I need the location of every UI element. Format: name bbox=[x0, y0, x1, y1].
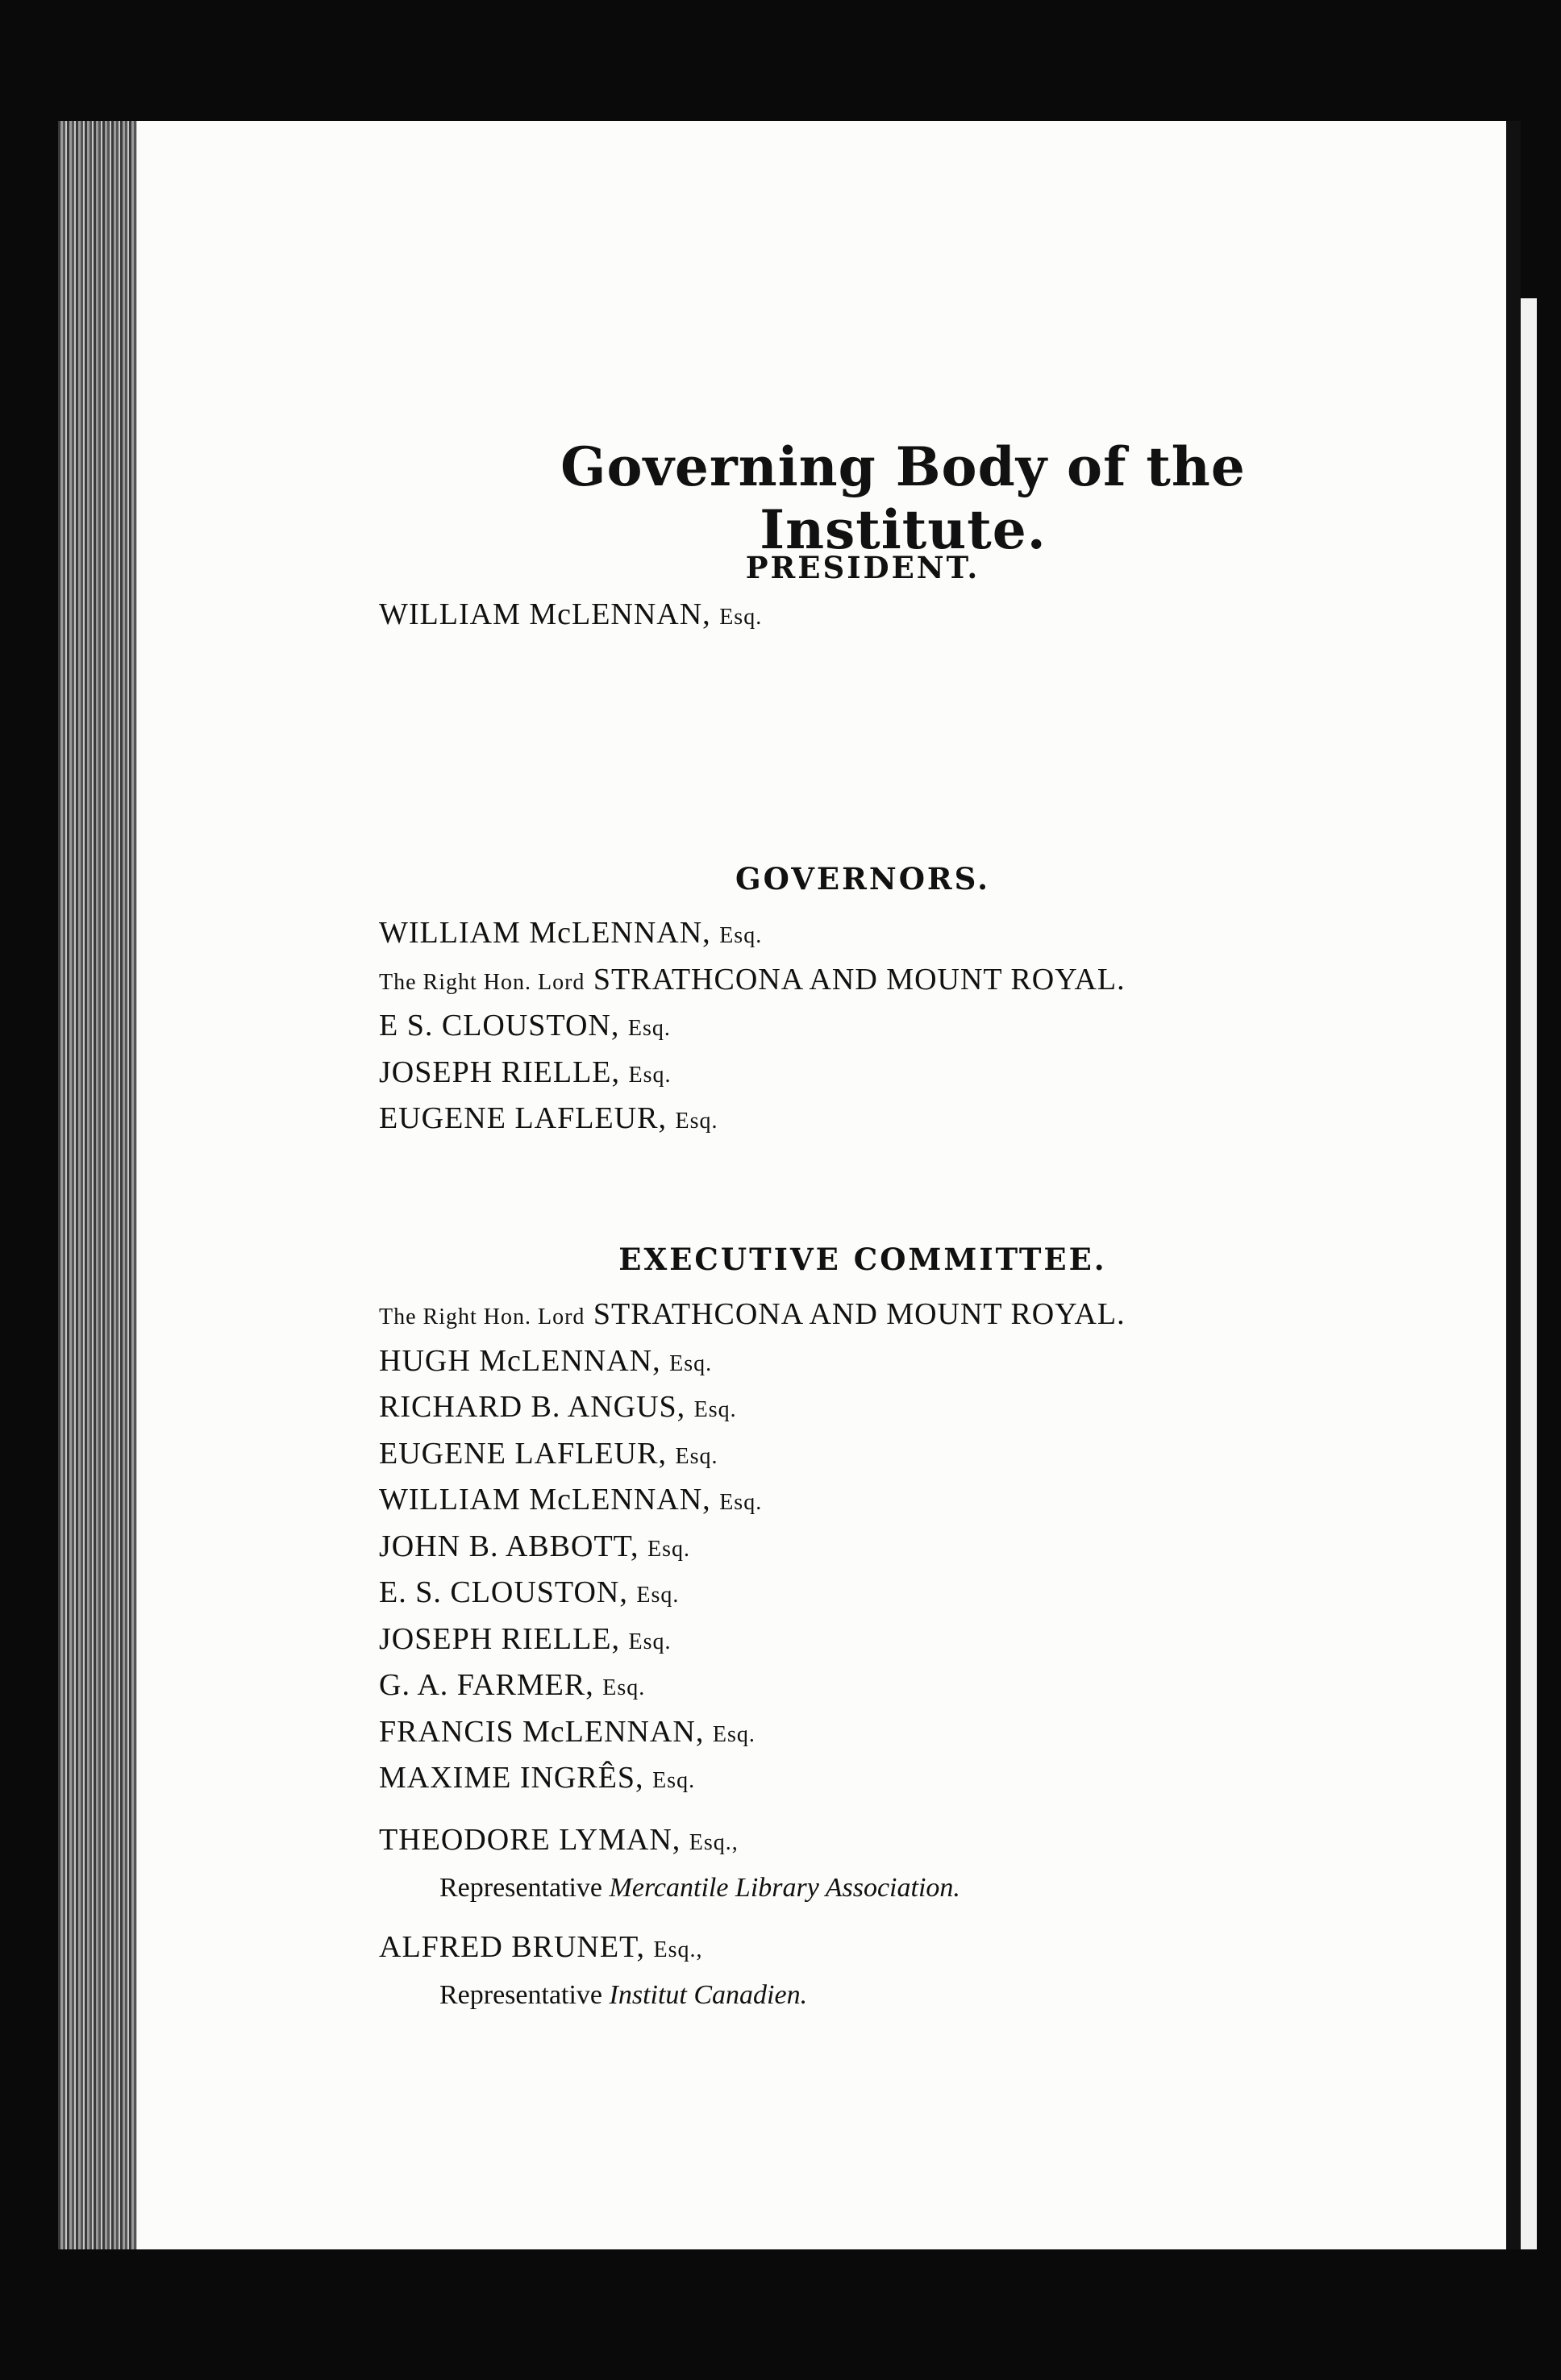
section-heading-president: PRESIDENT. bbox=[745, 550, 980, 585]
member-name: WILLIAM McLENNAN, bbox=[379, 597, 711, 631]
committee-entry bbox=[379, 1343, 712, 1379]
member-name: E. S. CLOUSTON, bbox=[379, 1575, 628, 1609]
committee-entry bbox=[379, 1760, 695, 1795]
member-suffix: Esq., bbox=[653, 1937, 703, 1962]
member-name: WILLIAM McLENNAN, bbox=[379, 1483, 711, 1517]
member-suffix: Esq. bbox=[719, 605, 763, 630]
committee-entry bbox=[379, 1482, 762, 1517]
member-suffix: Esq. bbox=[719, 1490, 763, 1515]
member-suffix: Esq., bbox=[689, 1830, 739, 1855]
governor-entry bbox=[379, 1055, 672, 1090]
member-name: THEODORE LYMAN, bbox=[379, 1823, 681, 1857]
committee-entry bbox=[379, 1575, 679, 1610]
representative-line bbox=[439, 1873, 960, 1904]
committee-entry bbox=[379, 1714, 756, 1750]
representative-label: Representative bbox=[439, 1980, 603, 2010]
committee-entry bbox=[379, 1436, 718, 1471]
committee-entry bbox=[379, 1389, 737, 1425]
member-suffix: Esq. bbox=[675, 1444, 718, 1469]
governor-entry bbox=[379, 1101, 718, 1136]
member-name: MAXIME INGRÊS, bbox=[379, 1761, 644, 1795]
member-prefix: The Right Hon. Lord bbox=[379, 1304, 585, 1329]
next-page-edge bbox=[1521, 298, 1537, 2249]
member-suffix: Esq. bbox=[647, 1537, 691, 1562]
committee-entry bbox=[379, 1621, 672, 1657]
governor-entry bbox=[379, 1008, 671, 1043]
member-suffix: Esq. bbox=[669, 1351, 713, 1376]
committee-entry bbox=[379, 1667, 645, 1703]
member-name: JOHN B. ABBOTT, bbox=[379, 1529, 639, 1563]
member-suffix: Esq. bbox=[628, 1629, 672, 1654]
member-suffix: Esq. bbox=[719, 923, 763, 948]
member-name: FRANCIS McLENNAN, bbox=[379, 1715, 705, 1749]
member-suffix: Esq. bbox=[693, 1397, 737, 1422]
member-name: JOSEPH RIELLE, bbox=[379, 1055, 620, 1089]
committee-entry bbox=[379, 1929, 702, 1965]
governor-entry bbox=[379, 915, 762, 951]
president-entry bbox=[379, 597, 762, 632]
member-name: WILLIAM McLENNAN, bbox=[379, 916, 711, 950]
representative-organization: Institut Canadien. bbox=[609, 1980, 808, 2010]
committee-entry bbox=[379, 1296, 1126, 1332]
member-name: G. A. FARMER, bbox=[379, 1668, 594, 1702]
member-name: HUGH McLENNAN, bbox=[379, 1344, 661, 1378]
page-title: Governing Body of the Institute. bbox=[560, 435, 1246, 561]
representative-organization: Mercantile Library Association. bbox=[609, 1873, 960, 1903]
section-heading-governors: GOVERNORS. bbox=[735, 861, 990, 897]
representative-line bbox=[439, 1980, 807, 2011]
member-name: STRATHCONA AND MOUNT ROYAL. bbox=[593, 963, 1126, 997]
member-suffix: Esq. bbox=[675, 1109, 718, 1134]
member-name: EUGENE LAFLEUR, bbox=[379, 1437, 667, 1471]
member-suffix: Esq. bbox=[628, 1063, 672, 1088]
member-suffix: Esq. bbox=[652, 1768, 696, 1793]
member-name: EUGENE LAFLEUR, bbox=[379, 1101, 667, 1135]
member-name: RICHARD B. ANGUS, bbox=[379, 1390, 686, 1424]
section-heading-executive: EXECUTIVE COMMITTEE. bbox=[618, 1242, 1107, 1277]
member-prefix: The Right Hon. Lord bbox=[379, 970, 585, 995]
member-name: STRATHCONA AND MOUNT ROYAL. bbox=[593, 1297, 1126, 1331]
document-page bbox=[137, 121, 1508, 2249]
member-suffix: Esq. bbox=[712, 1722, 756, 1747]
member-suffix: Esq. bbox=[636, 1583, 680, 1608]
book-page-edges bbox=[58, 121, 139, 2249]
member-suffix: Esq. bbox=[627, 1016, 671, 1041]
page-gutter-shadow bbox=[1506, 121, 1521, 2249]
member-name: JOSEPH RIELLE, bbox=[379, 1622, 620, 1656]
committee-entry bbox=[379, 1529, 690, 1564]
committee-entry bbox=[379, 1822, 739, 1858]
member-name: E S. CLOUSTON, bbox=[379, 1009, 620, 1042]
representative-label: Representative bbox=[439, 1873, 603, 1903]
member-name: ALFRED BRUNET, bbox=[379, 1930, 645, 1964]
member-suffix: Esq. bbox=[602, 1675, 646, 1700]
governor-entry bbox=[379, 962, 1126, 997]
